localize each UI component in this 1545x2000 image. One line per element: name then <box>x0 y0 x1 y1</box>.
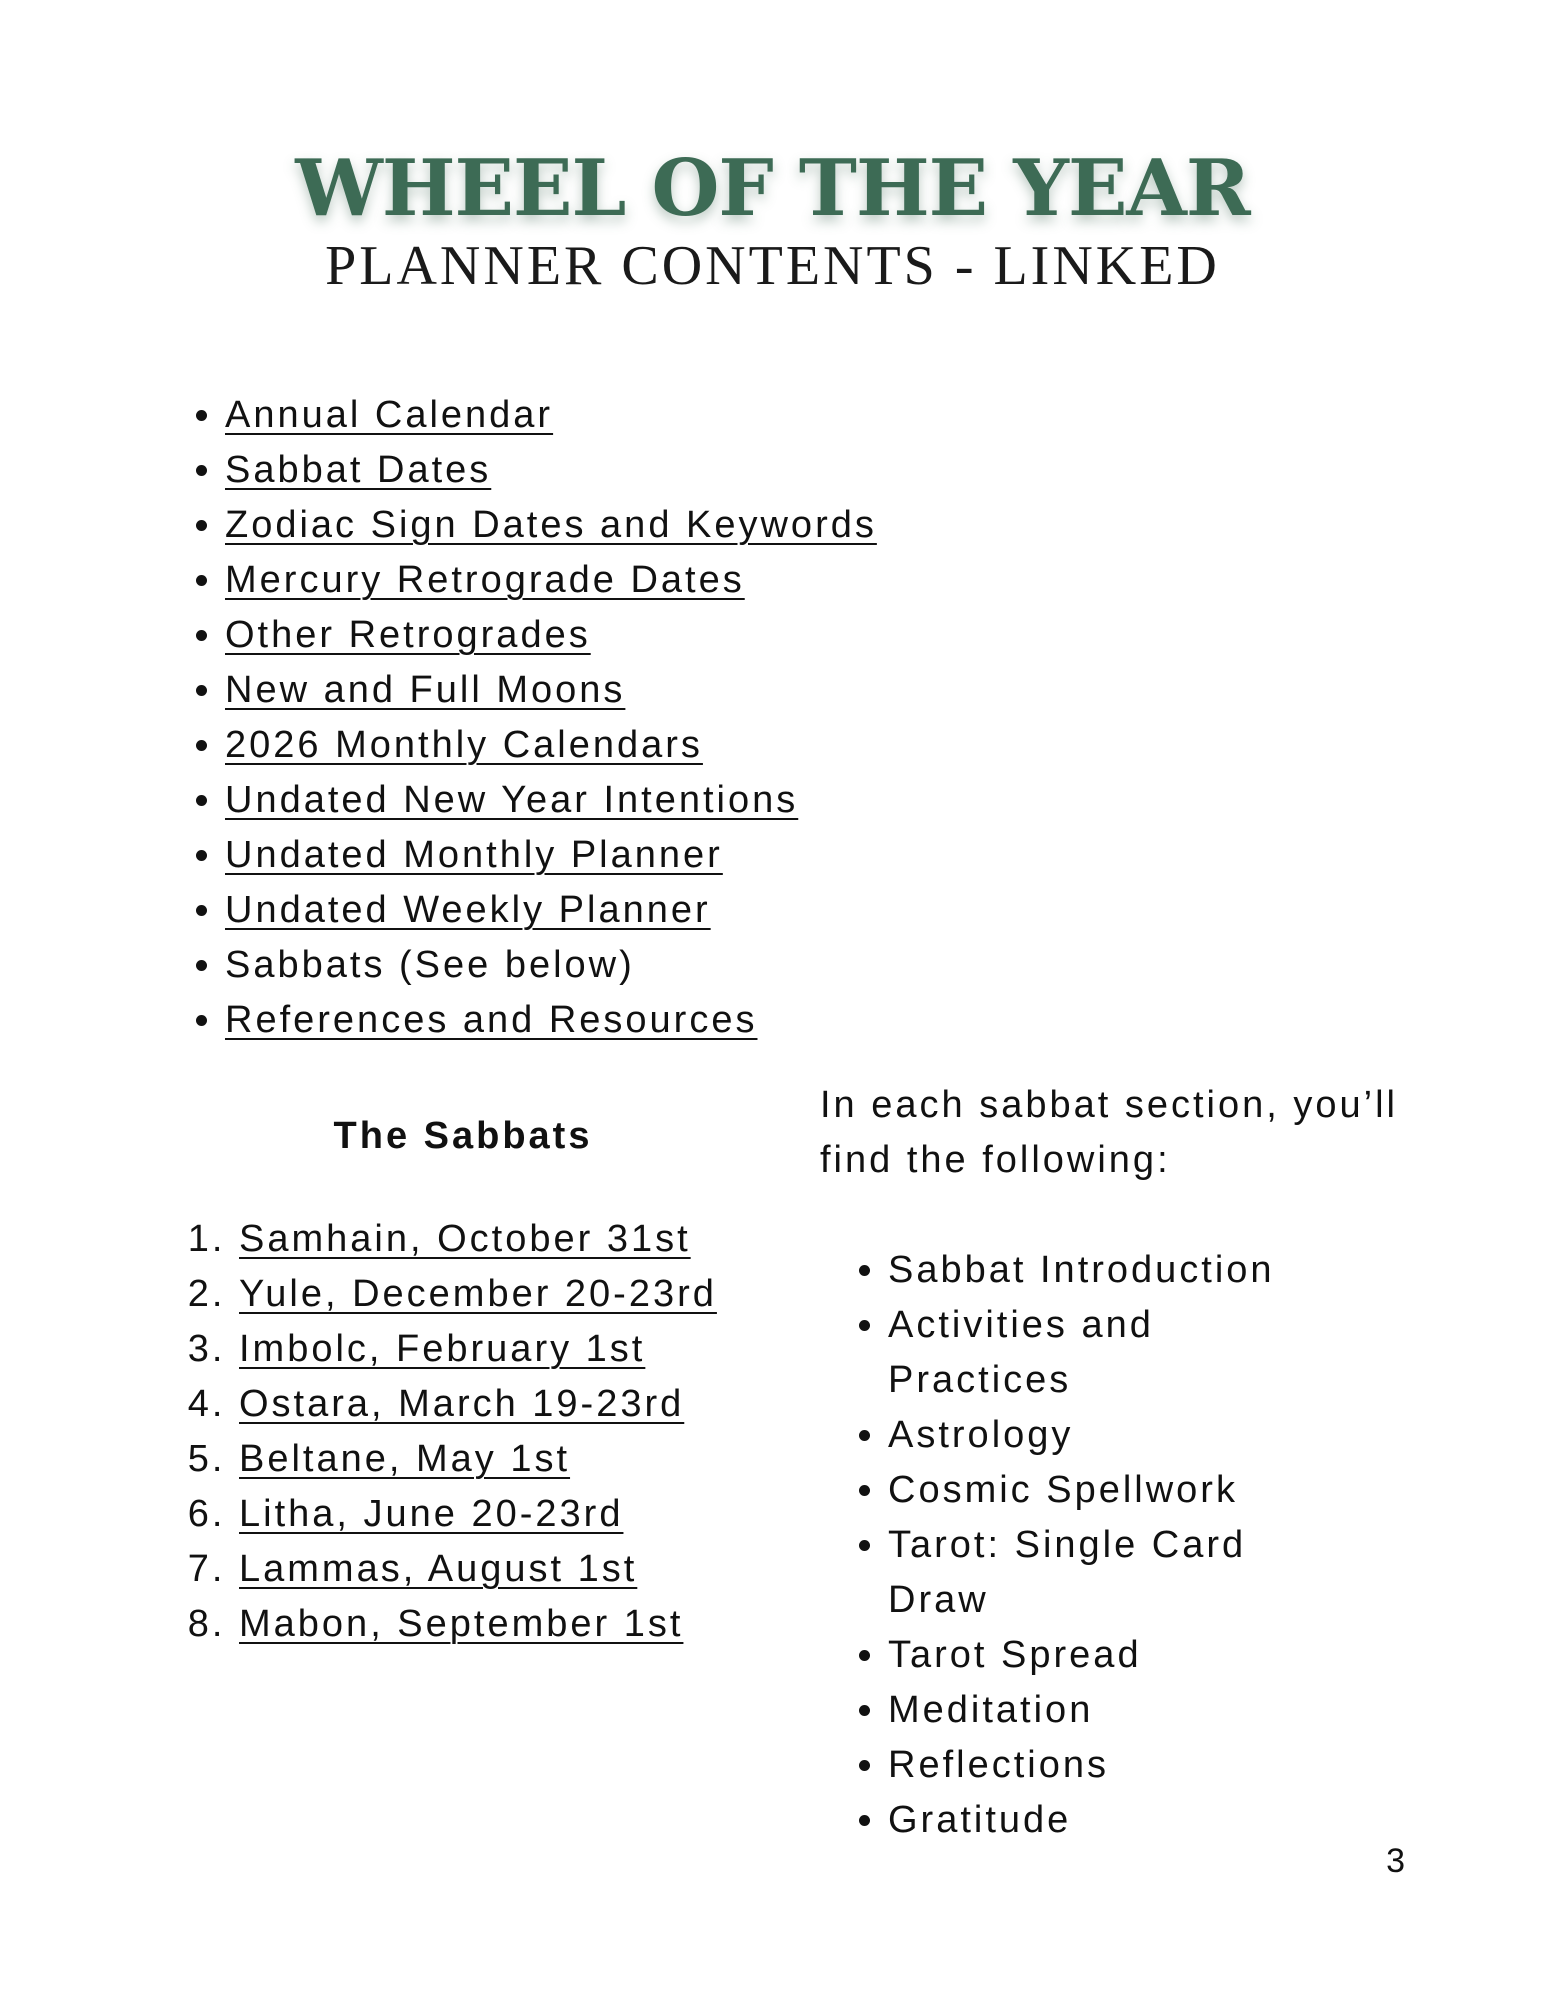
sections-list <box>820 1243 1328 1848</box>
sabbat-link-litha[interactable]: Litha, June 20-23rd <box>239 1493 624 1535</box>
list-item <box>239 1542 759 1597</box>
list-item <box>239 1377 759 1432</box>
list-item <box>225 608 877 663</box>
list-item <box>239 1322 759 1377</box>
list-item <box>225 388 877 443</box>
sections-intro: In each sabbat section, you’ll find the following: <box>820 1084 1398 1181</box>
sabbat-link-imbolc[interactable]: Imbolc, February 1st <box>239 1328 646 1370</box>
list-item <box>239 1487 759 1542</box>
list-item <box>225 443 877 498</box>
toc-link-weekly-planner[interactable]: Undated Weekly Planner <box>225 889 711 931</box>
list-item: • Tarot Spread <box>888 1628 1328 1683</box>
sabbat-link-lammas[interactable]: Lammas, August 1st <box>239 1548 638 1590</box>
list-item <box>225 828 877 883</box>
list-item <box>225 938 877 993</box>
sabbats-heading: The Sabbats <box>333 1115 593 1157</box>
toc-link-mercury-retrograde[interactable]: Mercury Retrograde Dates <box>225 559 745 601</box>
list-item <box>225 498 877 553</box>
toc-item-sabbats: Sabbats (See below) <box>225 944 635 986</box>
page-title: WHEEL OF THE YEAR <box>295 143 1250 234</box>
sabbats-column <box>183 1115 783 1652</box>
list-item <box>225 993 877 1048</box>
list-item <box>225 718 877 773</box>
page-subtitle: PLANNER CONTENTS - LINKED <box>325 235 1220 297</box>
sabbat-link-yule[interactable]: Yule, December 20-23rd <box>239 1273 717 1315</box>
page-number: 3 <box>1386 1842 1405 1880</box>
sabbat-link-samhain[interactable]: Samhain, October 31st <box>239 1218 691 1260</box>
toc-link-new-full-moons[interactable]: New and Full Moons <box>225 669 626 711</box>
toc-link-monthly-planner[interactable]: Undated Monthly Planner <box>225 834 723 876</box>
sabbat-link-mabon[interactable]: Mabon, September 1st <box>239 1603 684 1645</box>
list-item: • Reflections <box>888 1738 1328 1793</box>
list-item <box>225 883 877 938</box>
sabbat-list <box>183 1212 759 1652</box>
list-item <box>225 773 877 828</box>
toc-link-new-year-intentions[interactable]: Undated New Year Intentions <box>225 779 799 821</box>
contents-list <box>183 388 877 1048</box>
toc-link-annual-calendar[interactable]: Annual Calendar <box>225 394 554 436</box>
sections-column <box>820 1078 1420 1848</box>
list-item <box>239 1432 759 1487</box>
list-item <box>239 1597 759 1652</box>
list-item: • Meditation <box>888 1683 1328 1738</box>
list-item <box>239 1212 759 1267</box>
toc-link-references[interactable]: References and Resources <box>225 999 758 1041</box>
list-item <box>225 553 877 608</box>
list-item: • Activities and Practices <box>888 1298 1328 1408</box>
toc-link-other-retrogrades[interactable]: Other Retrogrades <box>225 614 591 656</box>
sabbat-link-beltane[interactable]: Beltane, May 1st <box>239 1438 571 1480</box>
toc-link-zodiac-sign-dates[interactable]: Zodiac Sign Dates and Keywords <box>225 504 877 546</box>
list-item: • Cosmic Spellwork <box>888 1463 1328 1518</box>
toc-link-monthly-calendars[interactable]: 2026 Monthly Calendars <box>225 724 703 766</box>
list-item <box>239 1267 759 1322</box>
page-header <box>0 143 1545 297</box>
list-item: • Tarot: Single Card Draw <box>888 1518 1328 1628</box>
list-item <box>225 663 877 718</box>
list-item: • Gratitude <box>888 1793 1328 1848</box>
list-item: • Sabbat Introduction <box>888 1243 1328 1298</box>
toc-link-sabbat-dates[interactable]: Sabbat Dates <box>225 449 492 491</box>
list-item: • Astrology <box>888 1408 1328 1463</box>
sabbat-link-ostara[interactable]: Ostara, March 19-23rd <box>239 1383 685 1425</box>
